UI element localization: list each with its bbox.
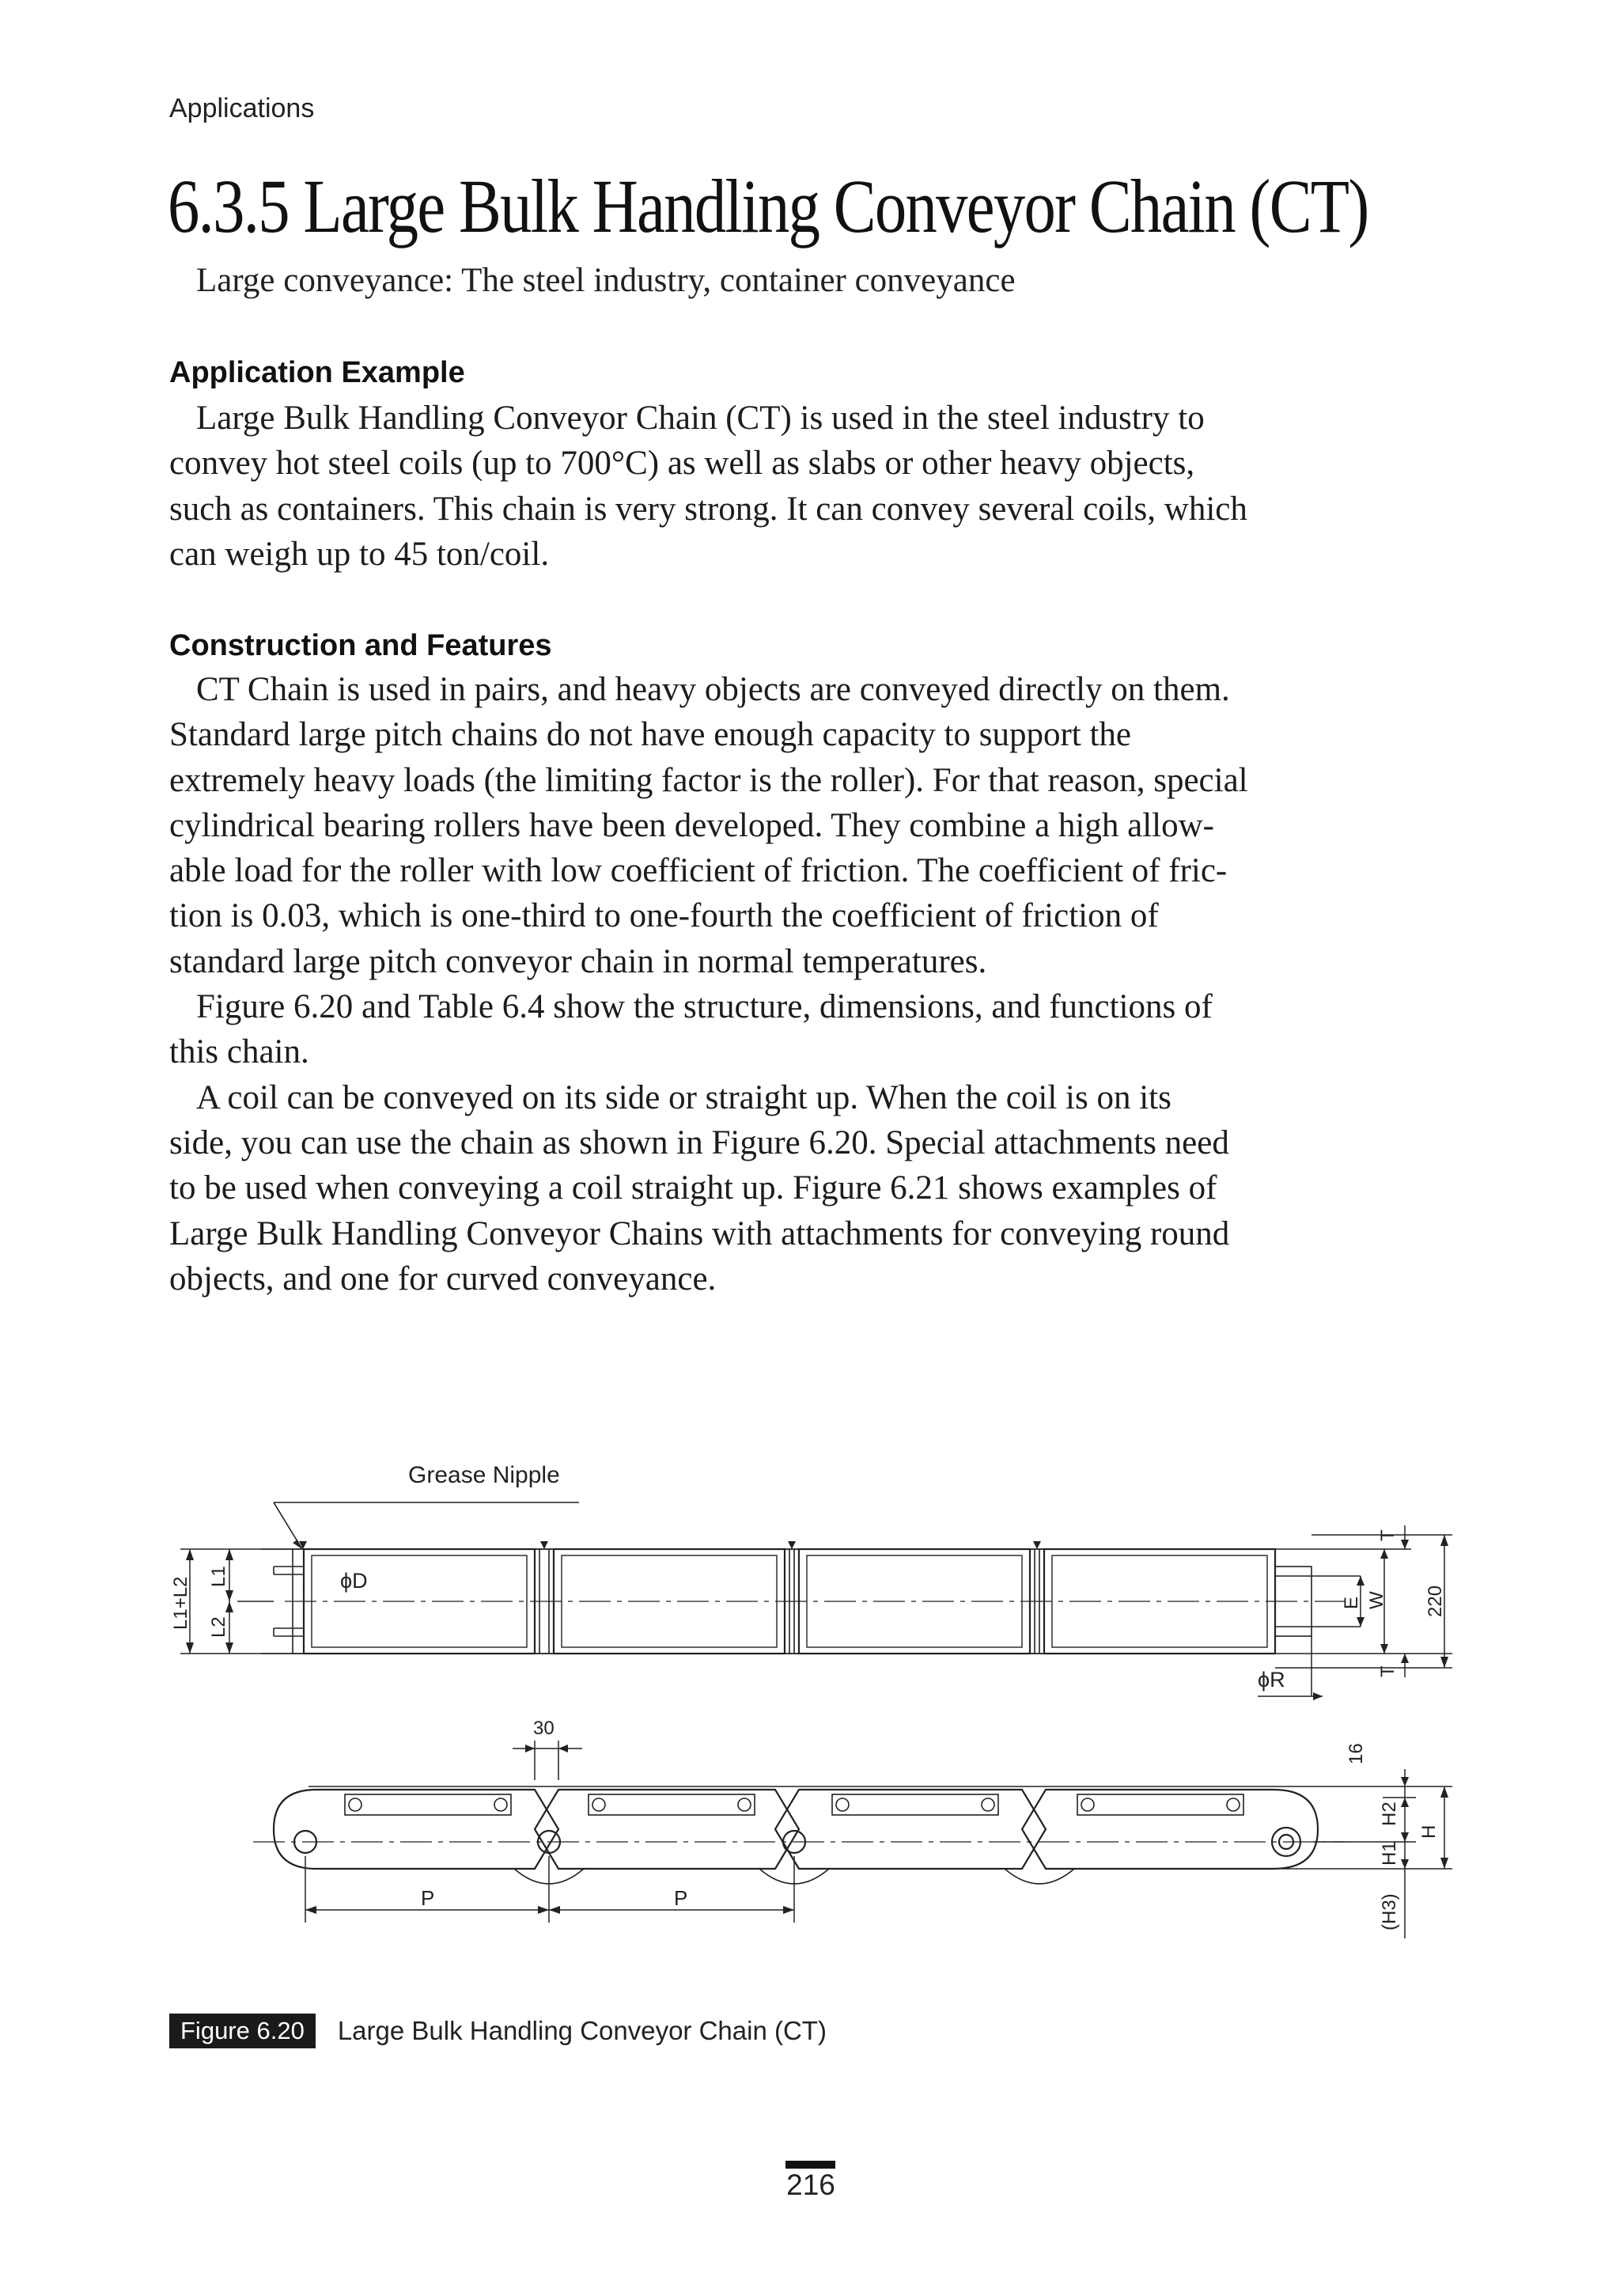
text-line: convey hot steel coils (up to 700°C) as well as slabs or other heavy objects,: [169, 445, 1195, 483]
roller-body: [1044, 1549, 1275, 1654]
text-line: Large Bulk Handling Conveyor Chains with attachments for conveying round: [169, 1214, 1230, 1252]
l1-label: L1: [208, 1566, 229, 1587]
text-line: can weigh up to 45 ton/coil.: [169, 535, 550, 573]
l2-label: L2: [208, 1616, 229, 1638]
dim-30-label: 30: [533, 1718, 555, 1739]
text-line: this chain.: [169, 1033, 309, 1071]
dim-220-label: 220: [1425, 1585, 1446, 1617]
text-line: Large Bulk Handling Conveyor Chain (CT) is used in the steel industry to: [196, 400, 1205, 437]
attachment-bolts: [345, 1794, 1243, 1815]
h3-label: (H3): [1379, 1893, 1400, 1930]
h2-label: H2: [1379, 1802, 1400, 1826]
paragraph: [169, 984, 1457, 1075]
page-number-marker: [785, 2161, 835, 2169]
t-bottom-label: T: [1377, 1665, 1399, 1677]
pitch-label: P: [674, 1886, 688, 1910]
chain-pins: [294, 1828, 1300, 1856]
figure-caption-text: Large Bulk Handling Conveyor Chain (CT): [337, 2016, 827, 2045]
paragraph: [169, 396, 1457, 577]
running-header: Applications: [169, 93, 315, 123]
paragraph: [169, 1075, 1457, 1301]
text-line: standard large pitch conveyor chain in normal temperatures.: [169, 942, 987, 980]
text-line: such as containers. This chain is very strong. It can convey several coils, which: [169, 490, 1247, 528]
roller-body: [304, 1549, 535, 1654]
page-title: 6.3.5 Large Bulk Handling Conveyor Chain (CT): [168, 164, 1368, 248]
text-line: tion is 0.03, which is one-third to one-fourth the coefficient of friction of: [169, 897, 1159, 935]
paragraph: [169, 667, 1457, 984]
application-example-body: [169, 396, 1457, 577]
section-heading-construction-and-features: Construction and Features: [169, 629, 552, 662]
text-line: to be used when conveying a coil straight up. Figure 6.21 shows examples of: [169, 1169, 1217, 1207]
t-top-label: T: [1377, 1529, 1399, 1541]
l1-plus-l2-label: L1+L2: [170, 1576, 191, 1630]
figure-caption: [169, 2014, 827, 2048]
h-label: H: [1418, 1824, 1440, 1839]
w-label: W: [1366, 1591, 1387, 1609]
text-line: side, you can use the chain as shown in Figure 6.20. Special attachments need: [169, 1123, 1229, 1161]
page-subtitle: Large conveyance: The steel industry, container conveyance: [196, 262, 1016, 299]
radius-r-label: ϕR: [1258, 1668, 1285, 1692]
side-link-plate: [775, 1790, 1046, 1869]
figure-label: Figure 6.20: [169, 2014, 316, 2048]
roller-body: [554, 1549, 785, 1654]
page-number: 216: [786, 2169, 835, 2201]
side-link-plate: [274, 1790, 558, 1869]
text-line: CT Chain is used in pairs, and heavy objects are conveyed directly on them.: [196, 671, 1230, 708]
text-line: objects, and one for curved conveyance.: [169, 1260, 717, 1298]
text-line: cylindrical bearing rollers have been developed. They combine a high allow-: [169, 806, 1214, 844]
text-line: able load for the roller with low coefficient of friction. The coefficient of fric-: [169, 852, 1228, 890]
pitch-label: P: [421, 1886, 435, 1910]
diameter-d-label: ϕD: [340, 1569, 368, 1593]
link-plates: [274, 1549, 1312, 1654]
grease-nipple-label: Grease Nipple: [408, 1462, 560, 1488]
e-label: E: [1341, 1596, 1362, 1609]
text-line: extremely heavy loads (the limiting factor is the roller). For that reason, special: [169, 761, 1248, 799]
side-link-plate: [1022, 1790, 1318, 1869]
section-heading-application-example: Application Example: [169, 356, 465, 389]
h1-label: H1: [1379, 1841, 1400, 1866]
dim-16-label: 16: [1346, 1743, 1367, 1764]
text-line: Standard large pitch chains do not have enough capacity to support the: [169, 716, 1132, 754]
grease-nipple-leader-arrow: [274, 1502, 302, 1549]
text-line: Figure 6.20 and Table 6.4 show the structure, dimensions, and functions of: [196, 988, 1213, 1026]
text-line: A coil can be conveyed on its side or straight up. When the coil is on its: [196, 1078, 1171, 1116]
roller-body: [799, 1549, 1030, 1654]
side-link-plate: [535, 1790, 799, 1869]
bottom-rollers: [514, 1869, 1074, 1884]
construction-features-body: [169, 667, 1457, 1301]
